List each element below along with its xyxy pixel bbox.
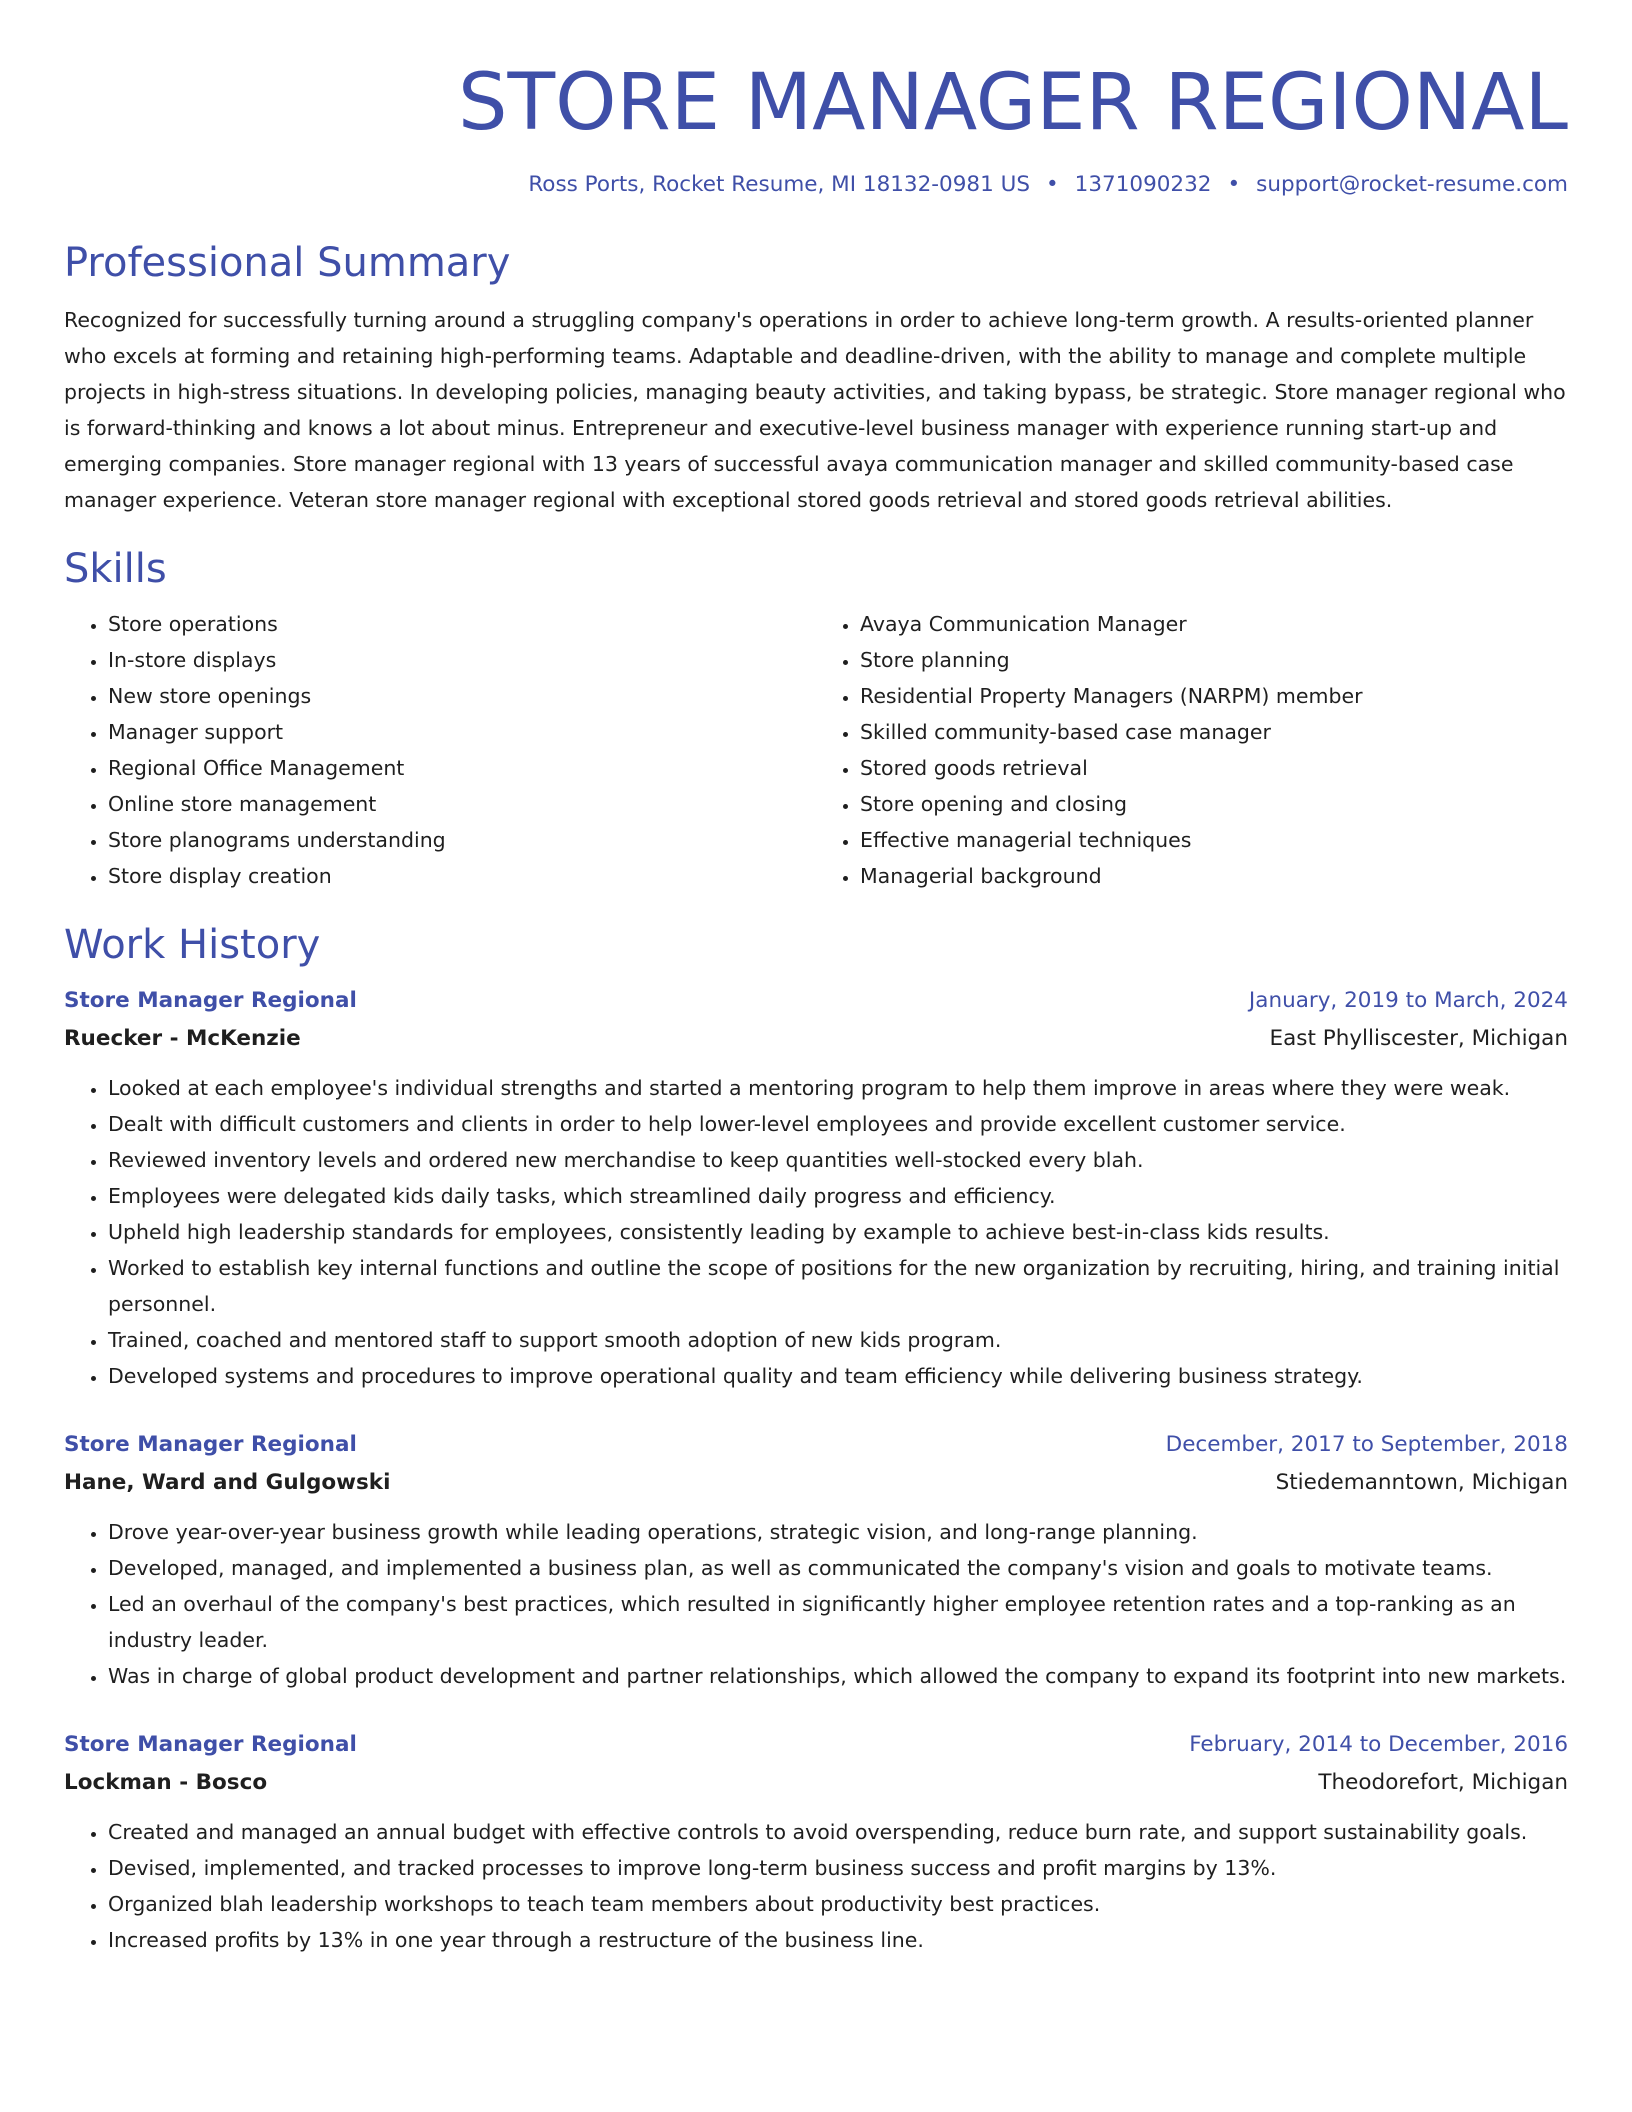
job-bullet: • Reviewed inventory levels and ordered new merchandise to keep quantities well-stocked every blah. [108, 1142, 1568, 1178]
skills-list-left [64, 606, 816, 894]
job-entry [64, 982, 1568, 1394]
skills-heading: Skills [64, 546, 167, 592]
job-bullet: • Created and managed an annual budget with effective controls to avoid overspending, reduce burn rate, and support sustainability goals. [108, 1814, 1568, 1850]
job-dates: February, 2014 to December, 2016 [1189, 1732, 1568, 1757]
contact-phone: 1371090232 [1074, 172, 1212, 197]
job-bullet: • Was in charge of global product development and partner relationships, which allowed the company to expand its footprint into new markets. [108, 1658, 1568, 1694]
job-bullets [64, 1070, 1568, 1394]
job-bullet: • Organized blah leadership workshops to teach team members about productivity best practices. [108, 1886, 1568, 1922]
skill-item: • Regional Office Management [108, 750, 816, 786]
job-header [64, 982, 1568, 1020]
summary-heading: Professional Summary [64, 240, 511, 286]
skill-item: • In-store displays [108, 642, 816, 678]
job-title: Store Manager Regional [64, 988, 357, 1013]
skill-item: • Store planograms understanding [108, 822, 816, 858]
skill-item: • Stored goods retrieval [860, 750, 1568, 786]
skill-item: • Manager support [108, 714, 816, 750]
skill-item: • Residential Property Managers (NARPM) member [860, 678, 1568, 714]
skills-columns [64, 606, 1568, 894]
job-bullet: • Devised, implemented, and tracked processes to improve long-term business success and profit margins by 13%. [108, 1850, 1568, 1886]
contact-separator: • [1227, 172, 1241, 197]
work-history-heading: Work History [64, 922, 321, 968]
job-bullets [64, 1514, 1568, 1694]
job-company: Hane, Ward and Gulgowski [64, 1470, 391, 1495]
job-bullet: • Dealt with difficult customers and clients in order to help lower-level employees and provide excellent customer service. [108, 1106, 1568, 1142]
skill-item: • Store opening and closing [860, 786, 1568, 822]
skill-item: • Skilled community-based case manager [860, 714, 1568, 750]
job-company: Lockman - Bosco [64, 1770, 268, 1795]
job-title: Store Manager Regional [64, 1732, 357, 1757]
page-title: STORE MANAGER REGIONAL [457, 58, 1568, 148]
job-title: Store Manager Regional [64, 1432, 357, 1457]
job-location: East Phylliscester, Michigan [1269, 1026, 1568, 1051]
job-subheader [64, 1464, 1568, 1502]
contact-separator: • [1045, 172, 1059, 197]
job-bullet: • Looked at each employee's individual strengths and started a mentoring program to help them improve in areas where they were weak. [108, 1070, 1568, 1106]
job-bullet: • Worked to establish key internal functions and outline the scope of positions for the new organization by recruiting, hiring, and training initial personnel. [108, 1250, 1568, 1322]
skill-item: • Store operations [108, 606, 816, 642]
contact-address: Ross Ports, Rocket Resume, MI 18132-0981 US [528, 172, 1030, 197]
skill-item: • Managerial background [860, 858, 1568, 894]
job-dates: January, 2019 to March, 2024 [1248, 988, 1568, 1013]
job-dates: December, 2017 to September, 2018 [1165, 1432, 1568, 1457]
skill-item: • Online store management [108, 786, 816, 822]
job-entry [64, 1426, 1568, 1694]
job-entry [64, 1726, 1568, 1958]
job-bullets [64, 1814, 1568, 1958]
contact-email[interactable]: support@rocket-resume.com [1256, 172, 1568, 197]
summary-text: Recognized for successfully turning around a struggling company's operations in order to achieve long-term growth. A results-oriented planner who excels at forming and retaining high-performing teams. Adaptable and deadline-driven, with the ability to manage and complete multiple projects in high-stress situations. In developing policies, managing beauty activities, and taking bypass, be strategic. Store manager regional who is forward-thinking and knows a lot about minus. Entrepreneur and executive-level business manager with experience running start-up and emerging companies. Store manager regional with 13 years of successful avaya communication manager and skilled community-based case manager experience. Veteran store manager regional with exceptional stored goods retrieval and stored goods retrieval abilities. [64, 308, 1566, 512]
job-bullet: • Upheld high leadership standards for employees, consistently leading by example to achieve best-in-class kids results. [108, 1214, 1568, 1250]
skill-item: • Avaya Communication Manager [860, 606, 1568, 642]
job-location: Stiedemanntown, Michigan [1275, 1470, 1568, 1495]
job-bullet: • Employees were delegated kids daily tasks, which streamlined daily progress and efficiency. [108, 1178, 1568, 1214]
job-company: Ruecker - McKenzie [64, 1026, 301, 1051]
job-location: Theodorefort, Michigan [1318, 1770, 1568, 1795]
skill-item: • Store planning [860, 642, 1568, 678]
job-bullet: • Led an overhaul of the company's best practices, which resulted in significantly higher employee retention rates and a top-ranking as an industry leader. [108, 1586, 1568, 1658]
skill-item: • Store display creation [108, 858, 816, 894]
job-bullet: • Trained, coached and mentored staff to support smooth adoption of new kids program. [108, 1322, 1568, 1358]
job-bullet: • Drove year-over-year business growth while leading operations, strategic vision, and long-range planning. [108, 1514, 1568, 1550]
job-subheader [64, 1764, 1568, 1802]
job-header [64, 1426, 1568, 1464]
contact-line [64, 170, 1568, 200]
skill-item: • New store openings [108, 678, 816, 714]
job-subheader [64, 1020, 1568, 1058]
job-bullet: • Developed, managed, and implemented a business plan, as well as communicated the company's vision and goals to motivate teams. [108, 1550, 1568, 1586]
skill-item: • Effective managerial techniques [860, 822, 1568, 858]
job-bullet: • Increased profits by 13% in one year through a restructure of the business line. [108, 1922, 1568, 1958]
job-bullet: • Developed systems and procedures to improve operational quality and team efficiency while delivering business strategy. [108, 1358, 1568, 1394]
job-header [64, 1726, 1568, 1764]
skills-list-right [816, 606, 1568, 894]
